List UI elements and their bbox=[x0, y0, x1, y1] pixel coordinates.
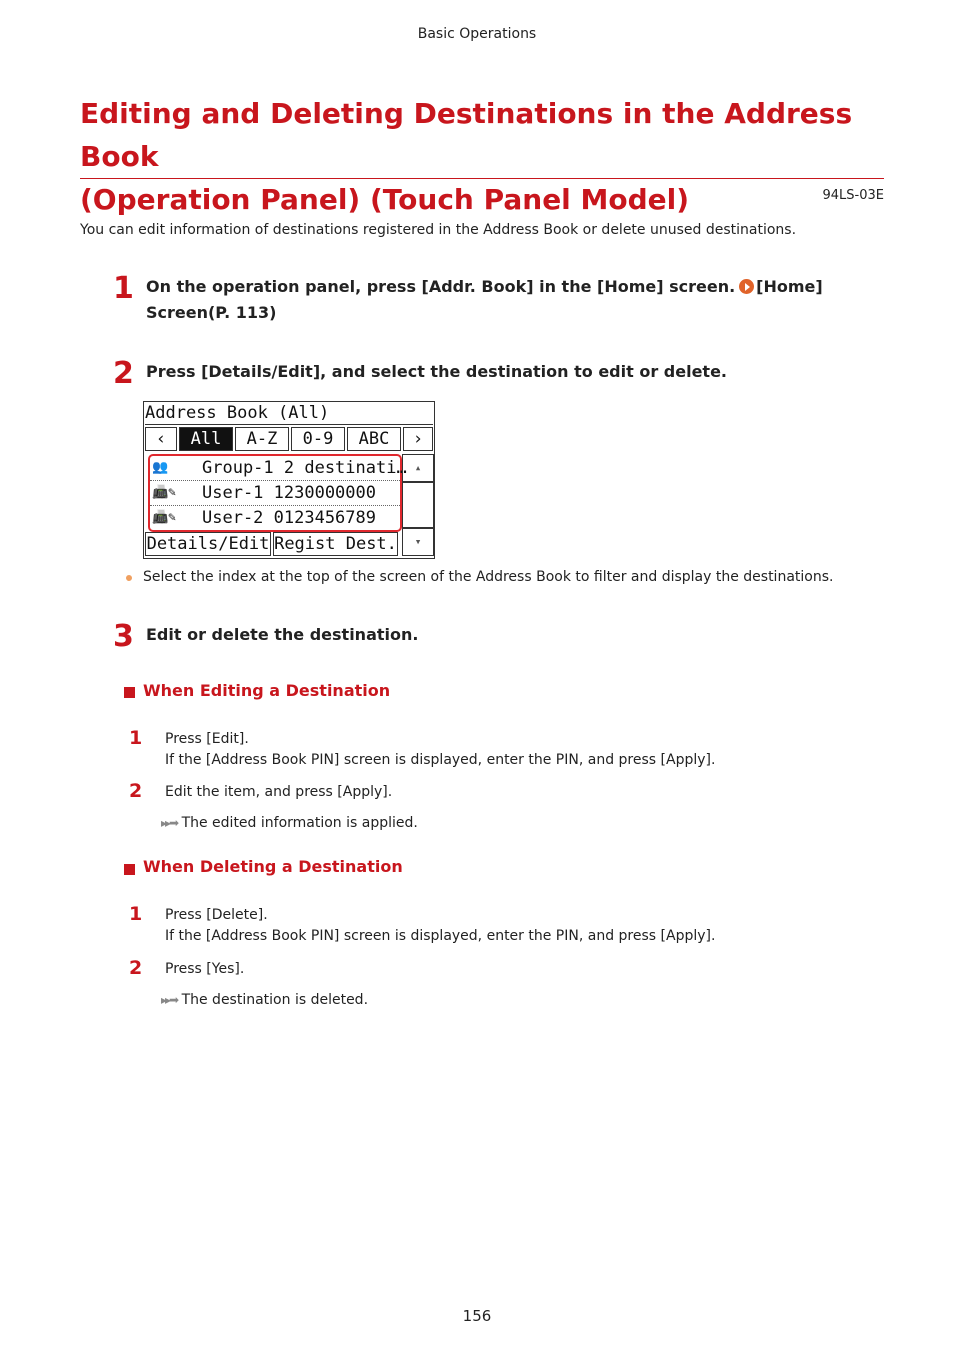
result-arrow-icon: ▸▸➡ bbox=[161, 816, 178, 830]
edit-substep-1-line2: If the [Address Book PIN] screen is displayed, enter the PIN, and press [Apply]. bbox=[165, 752, 716, 768]
edit-substep-1-text bbox=[165, 729, 865, 771]
lcd-scroll-down-button[interactable] bbox=[402, 528, 434, 556]
edit-substep-1-line1: Press [Edit]. bbox=[165, 731, 249, 747]
page-title-line2: (Operation Panel) (Touch Panel Model) bbox=[80, 183, 690, 216]
delete-substep-1-line2: If the [Address Book PIN] screen is displayed, enter the PIN, and press [Apply]. bbox=[165, 928, 716, 944]
delete-substep-1-number: 1 bbox=[129, 903, 143, 925]
link-arrow-icon bbox=[739, 279, 754, 294]
deleting-heading: When Deleting a Destination bbox=[143, 857, 403, 876]
lcd-scrollbar[interactable] bbox=[402, 482, 434, 528]
edit-substep-2-text: Edit the item, and press [Apply]. bbox=[165, 784, 393, 800]
step-2-text: Press [Details/Edit], and select the destination to edit or delete. bbox=[146, 362, 727, 381]
lcd-details-edit-button[interactable]: Details/Edit bbox=[146, 534, 270, 554]
result-arrow-icon: ▸▸➡ bbox=[161, 993, 178, 1007]
intro-paragraph: You can edit information of destinations registered in the Address Book or delete unused destinations. bbox=[80, 222, 797, 238]
edit-substep-2-number: 2 bbox=[129, 780, 143, 802]
step-3-number: 3 bbox=[113, 619, 134, 654]
chevron-left-icon: ‹ bbox=[155, 429, 167, 449]
fax-user-icon: 📠✎ bbox=[152, 510, 177, 525]
lcd-list-item[interactable] bbox=[150, 481, 400, 506]
fax-user-icon: 📠✎ bbox=[152, 485, 177, 500]
lcd-prev-index-button[interactable] bbox=[145, 427, 177, 451]
page-title-line1: Editing and Deleting Destinations in the Address Book bbox=[80, 97, 853, 173]
address-book-screen bbox=[143, 401, 435, 559]
lcd-list-item[interactable] bbox=[150, 456, 407, 481]
lcd-row-text: User-1 1230000000 bbox=[202, 483, 376, 503]
home-screen-link[interactable]: [Home] bbox=[756, 277, 823, 296]
running-header: Basic Operations bbox=[417, 26, 537, 42]
step-2-number: 2 bbox=[113, 356, 134, 391]
lcd-tab-a-z[interactable]: A-Z bbox=[235, 427, 289, 451]
lcd-tab-abc[interactable]: ABC bbox=[347, 427, 401, 451]
step-3-text: Edit or delete the destination. bbox=[146, 625, 419, 644]
lcd-row-text: Group-1 2 destinati… bbox=[202, 458, 407, 478]
section-marker-icon bbox=[124, 687, 135, 698]
title-divider bbox=[80, 178, 884, 179]
scroll-down-icon: ▾ bbox=[414, 535, 422, 548]
lcd-row-text: User-2 0123456789 bbox=[202, 508, 376, 528]
edit-substep-1-number: 1 bbox=[129, 727, 143, 749]
edit-result bbox=[161, 813, 418, 834]
lcd-next-index-button[interactable] bbox=[403, 427, 433, 451]
step-1-text bbox=[146, 274, 846, 326]
group-icon: 👥 bbox=[152, 460, 169, 475]
editing-heading: When Editing a Destination bbox=[143, 681, 391, 700]
lcd-list-item[interactable] bbox=[150, 506, 400, 530]
delete-substep-2-number: 2 bbox=[129, 957, 143, 979]
step-1-number: 1 bbox=[113, 271, 134, 306]
step-1-instruction: On the operation panel, press [Addr. Book] in the [Home] screen. bbox=[146, 277, 736, 296]
delete-substep-2-text: Press [Yes]. bbox=[165, 961, 245, 977]
delete-substep-1-line1: Press [Delete]. bbox=[165, 907, 268, 923]
lcd-tab-0-9[interactable]: 0-9 bbox=[291, 427, 345, 451]
lcd-destination-list bbox=[148, 454, 407, 532]
page-number: 156 bbox=[462, 1307, 492, 1325]
chevron-right-icon: › bbox=[412, 429, 424, 449]
lcd-tab-all[interactable]: All bbox=[179, 427, 233, 451]
bullet-icon bbox=[126, 575, 132, 581]
page-title bbox=[80, 92, 884, 221]
lcd-title: Address Book (All) bbox=[145, 402, 433, 425]
edit-result-text: The edited information is applied. bbox=[181, 815, 418, 831]
document-code: 94LS-03E bbox=[822, 188, 884, 203]
lcd-scroll-up-button[interactable] bbox=[402, 454, 434, 482]
lcd-regist-dest-button[interactable]: Regist Dest. bbox=[274, 534, 397, 554]
delete-result-text: The destination is deleted. bbox=[181, 992, 369, 1008]
note-text: Select the index at the top of the screen of the Address Book to filter and display the destinations. bbox=[143, 569, 834, 585]
delete-result bbox=[161, 990, 368, 1011]
section-marker-icon bbox=[124, 864, 135, 875]
delete-substep-1-text bbox=[165, 905, 865, 947]
scroll-up-icon: ▴ bbox=[414, 461, 422, 474]
home-screen-link-page[interactable]: Screen(P. 113) bbox=[146, 303, 277, 322]
